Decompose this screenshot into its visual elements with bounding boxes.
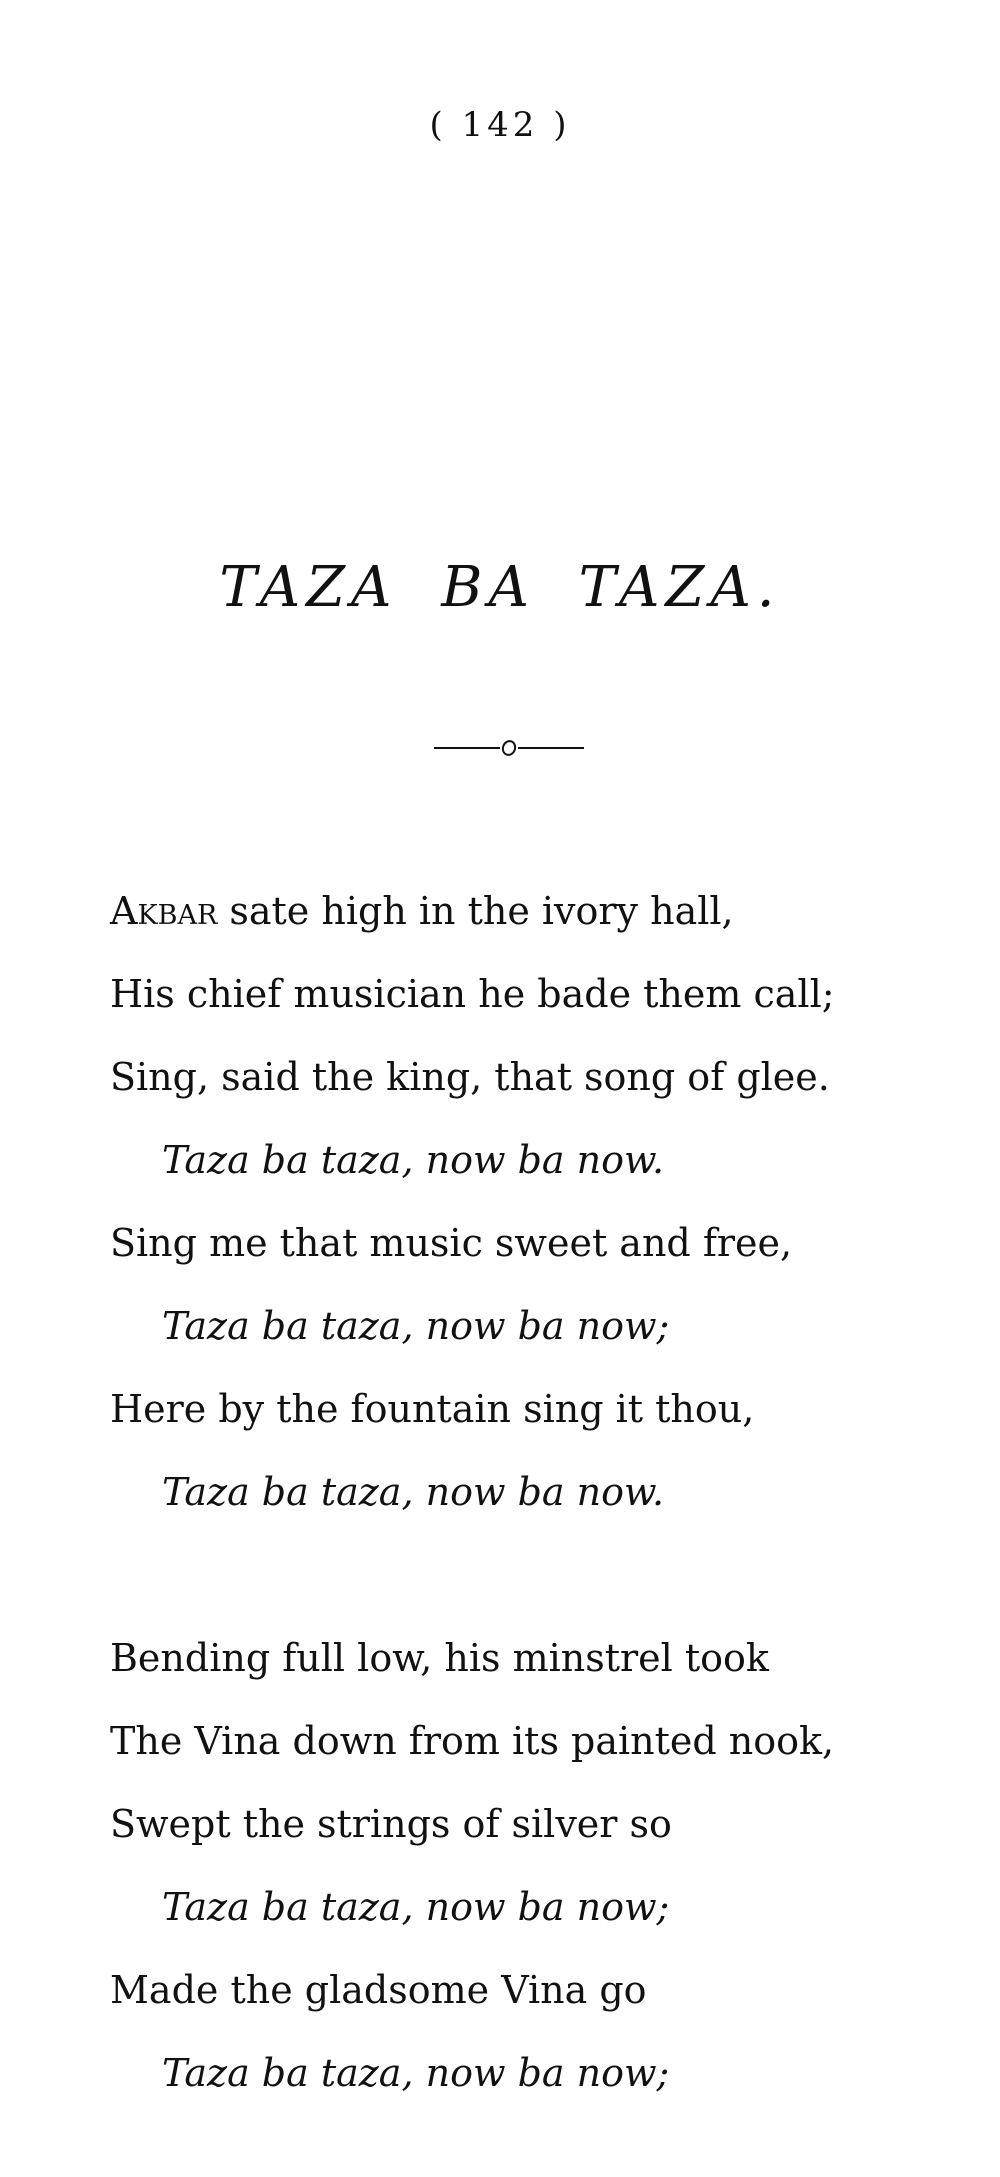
- poem-line: His chief musician he bade them call;: [110, 972, 835, 1016]
- refrain-line: Taza ba taza, now ba now.: [162, 1138, 665, 1182]
- poem-title: TAZA BA TAZA.: [219, 555, 781, 620]
- poem-line: Swept the strings of silver so: [110, 1802, 672, 1846]
- page-number: ( 142 ): [429, 105, 571, 145]
- poem-line: Made the gladsome Vina go: [110, 1968, 647, 2012]
- poem-line: Bending full low, his minstrel took: [110, 1636, 769, 1680]
- refrain-line: Taza ba taza, now ba now;: [162, 2051, 670, 2095]
- poem-body: [110, 870, 970, 2115]
- refrain-line: Taza ba taza, now ba now;: [162, 1885, 670, 1929]
- opening-word: Akbar: [110, 889, 218, 933]
- line-text: sate high in the ivory hall,: [217, 889, 734, 933]
- poem-line: Sing, said the king, that song of glee.: [110, 1055, 830, 1099]
- refrain-line: Taza ba taza, now ba now;: [162, 1304, 670, 1348]
- poem-line: The Vina down from its painted nook,: [110, 1719, 835, 1763]
- poem-line: [110, 870, 970, 953]
- stanza-1: [110, 870, 970, 1534]
- ornament-divider: [432, 738, 586, 758]
- poem-line: Here by the fountain sing it thou,: [110, 1387, 755, 1431]
- stanza-2: [110, 1617, 970, 2115]
- refrain-line: Taza ba taza, now ba now.: [162, 1470, 665, 1514]
- poem-line: Sing me that music sweet and free,: [110, 1221, 793, 1265]
